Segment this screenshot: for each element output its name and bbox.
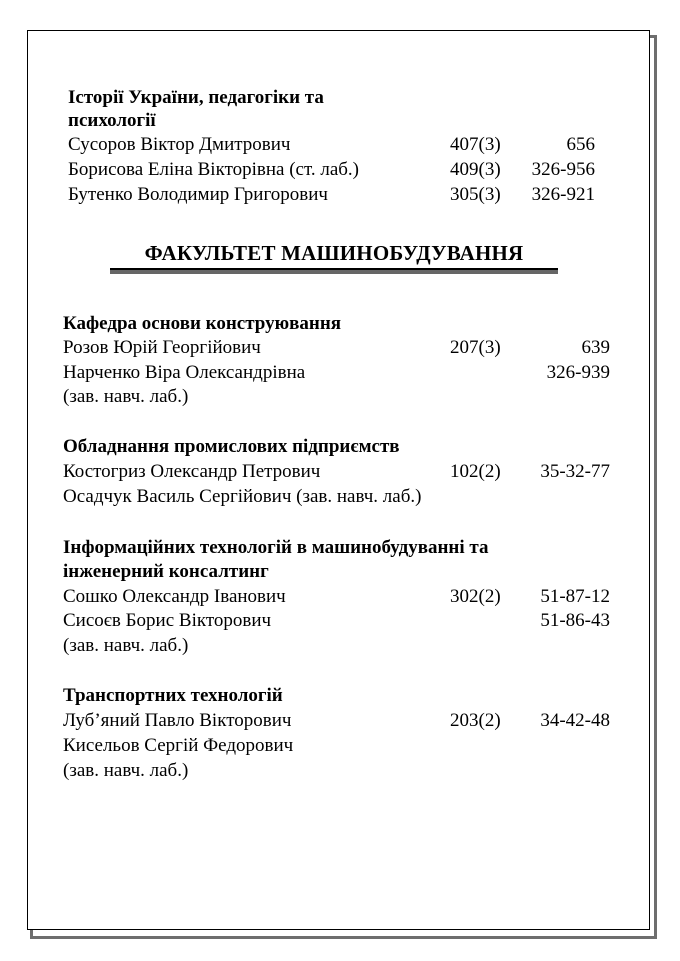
department-heading: Інформаційних технологій в машинобудуванні та bbox=[63, 537, 489, 558]
department-heading: Транспортних технологій bbox=[63, 685, 283, 706]
faculty-title-underline bbox=[110, 270, 558, 274]
room-number: 203(2) bbox=[450, 710, 501, 731]
room-number: 305(3) bbox=[450, 184, 501, 205]
phone-number: 639 bbox=[581, 337, 610, 358]
staff-role-note: (зав. навч. лаб.) bbox=[63, 386, 189, 407]
staff-name: Луб’яний Павло Вікторович bbox=[63, 710, 292, 731]
faculty-title: ФАКУЛЬТЕТ МАШИНОБУДУВАННЯ bbox=[144, 241, 524, 265]
staff-role-note: (зав. навч. лаб.) bbox=[63, 635, 189, 656]
phone-number: 326-921 bbox=[531, 184, 595, 205]
room-number: 302(2) bbox=[450, 586, 501, 607]
staff-name: Кисельов Сергій Федорович bbox=[63, 735, 294, 756]
phone-number: 51-87-12 bbox=[540, 586, 610, 607]
phone-number: 326-956 bbox=[531, 159, 595, 180]
staff-name: Осадчук Василь Сергійович (зав. навч. лаб.) bbox=[63, 486, 422, 507]
section-heading: психології bbox=[68, 110, 156, 131]
phone-number: 34-42-48 bbox=[540, 710, 610, 731]
staff-name: Сисоєв Борис Вікторович bbox=[63, 610, 272, 631]
department-heading: Кафедра основи конструювання bbox=[63, 313, 342, 334]
phone-number: 656 bbox=[566, 134, 595, 155]
staff-name: Нарченко Віра Олександрівна bbox=[63, 362, 306, 383]
department-heading: інженерний консалтинг bbox=[63, 561, 269, 582]
staff-role-note: (зав. навч. лаб.) bbox=[63, 760, 189, 781]
staff-name: Борисова Еліна Вікторівна (ст. лаб.) bbox=[68, 159, 360, 180]
staff-name: Сошко Олександр Іванович bbox=[63, 586, 286, 607]
room-number: 409(3) bbox=[450, 159, 501, 180]
staff-name: Сусоров Віктор Дмитрович bbox=[68, 134, 291, 155]
department-heading: Обладнання промислових підприємств bbox=[63, 436, 400, 457]
section-heading: Історії України, педагогіки та bbox=[68, 87, 324, 108]
room-number: 407(3) bbox=[450, 134, 501, 155]
phone-number: 326-939 bbox=[546, 362, 610, 383]
staff-name: Костогриз Олександр Петрович bbox=[63, 461, 321, 482]
phone-number: 35-32-77 bbox=[540, 461, 610, 482]
room-number: 207(3) bbox=[450, 337, 501, 358]
staff-name: Бутенко Володимир Григорович bbox=[68, 184, 328, 205]
phone-number: 51-86-43 bbox=[540, 610, 610, 631]
room-number: 102(2) bbox=[450, 461, 501, 482]
staff-name: Розов Юрій Георгійович bbox=[63, 337, 261, 358]
